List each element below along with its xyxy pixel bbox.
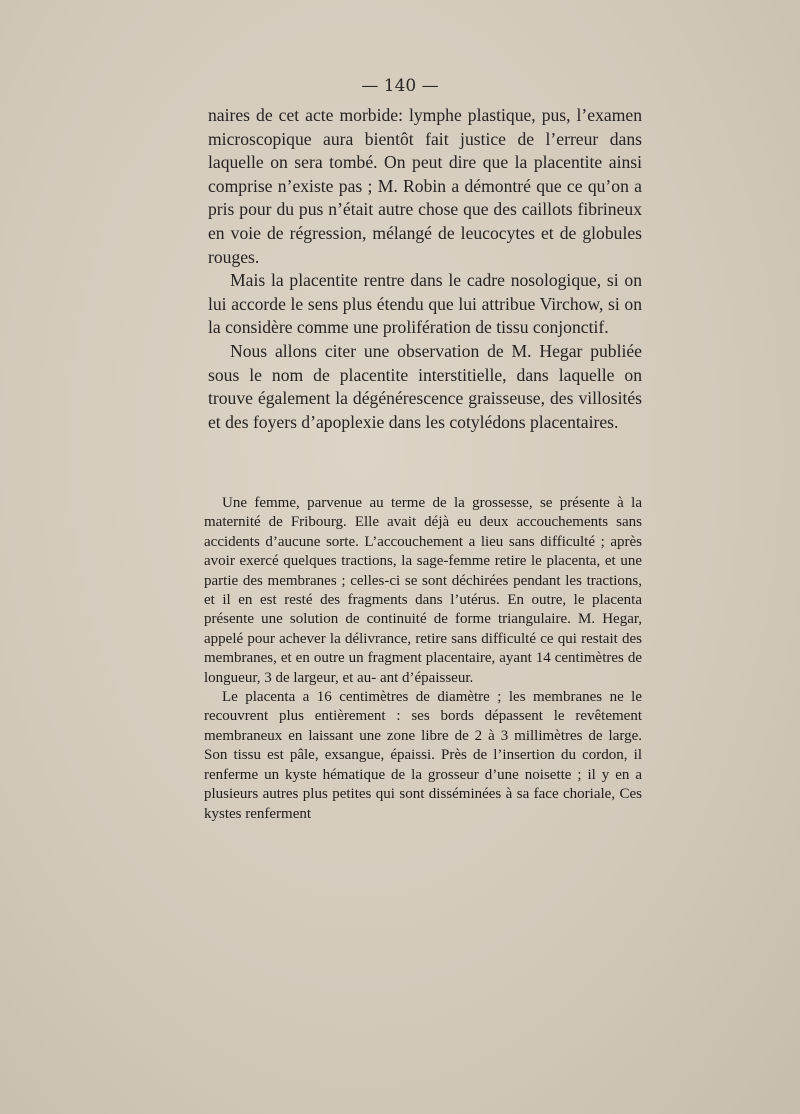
case-report-block (204, 494, 642, 824)
main-text-block (208, 104, 642, 434)
paragraph-placentite-definition: naires de cet acte morbide: lymphe plastique, pus, l’examen microscopique aura bientôt fait justice de l’erreur dans laquelle on sera tombé. On peut dire que la placentite ainsi comprise n’existe pas ; M. Robin a démontré que ce qu’on a pris pour du pus n’était autre chose que des caillots fibrineux en voie de régression, mélangé de leucocytes et de globules rouges. (208, 105, 642, 267)
paragraph-hegar-observation: Nous allons citer une observation de M. Hegar publiée sous le nom de placentite interstitielle, dans laquelle on trouve également la dégénérescence graisseuse, des villosités et des foyers d’apoplexie dans les cotylédons placentaires. (208, 340, 642, 432)
case-paragraph-delivery: Une femme, parvenue au terme de la grossesse, se présente à la maternité de Fribourg. Elle avait déjà eu deux accouchements sans accidents d’aucune sorte. L’accouchement a lieu sans difficulté ; après avoir exercé quelques tractions, la sage-femme retire le placenta, et une partie des membranes ; celles-ci se sont déchirées pendant les tractions, et il en est resté des fragments dans l’utérus. En outre, le placenta présente une solution de continuité de forme triangulaire. M. Hegar, appelé pour achever la délivrance, retire sans difficulté ce qui restait des membranes, et en outre un fragment placentaire, ayant 14 centimètres de longueur, 3 de largeur, et au- ant d’épaisseur. (204, 495, 642, 686)
page-number: — 140 — (361, 76, 439, 96)
paragraph-virchow: Mais la placentite rentre dans le cadre nosologique, si on lui accorde le sens plus étendu que lui attribue Virchow, si on la considère comme une prolifération de tissu conjonctif. (208, 270, 642, 338)
case-paragraph-placenta: Le placenta a 16 centimètres de diamètre ; les membranes ne le recouvrent plus entièrement : ses bords dépassent le revêtement membraneux en laissant une zone libre de 2 à 3 millimètres de large. Son tissu est pâle, exsangue, épaissi. Près de l’insertion du cordon, il renferme un kyste hématique de la grosseur d’une noisette ; il y en a plusieurs autres plus petites qui sont disséminées à sa face choriale, Ces kystes renferment (204, 689, 642, 822)
